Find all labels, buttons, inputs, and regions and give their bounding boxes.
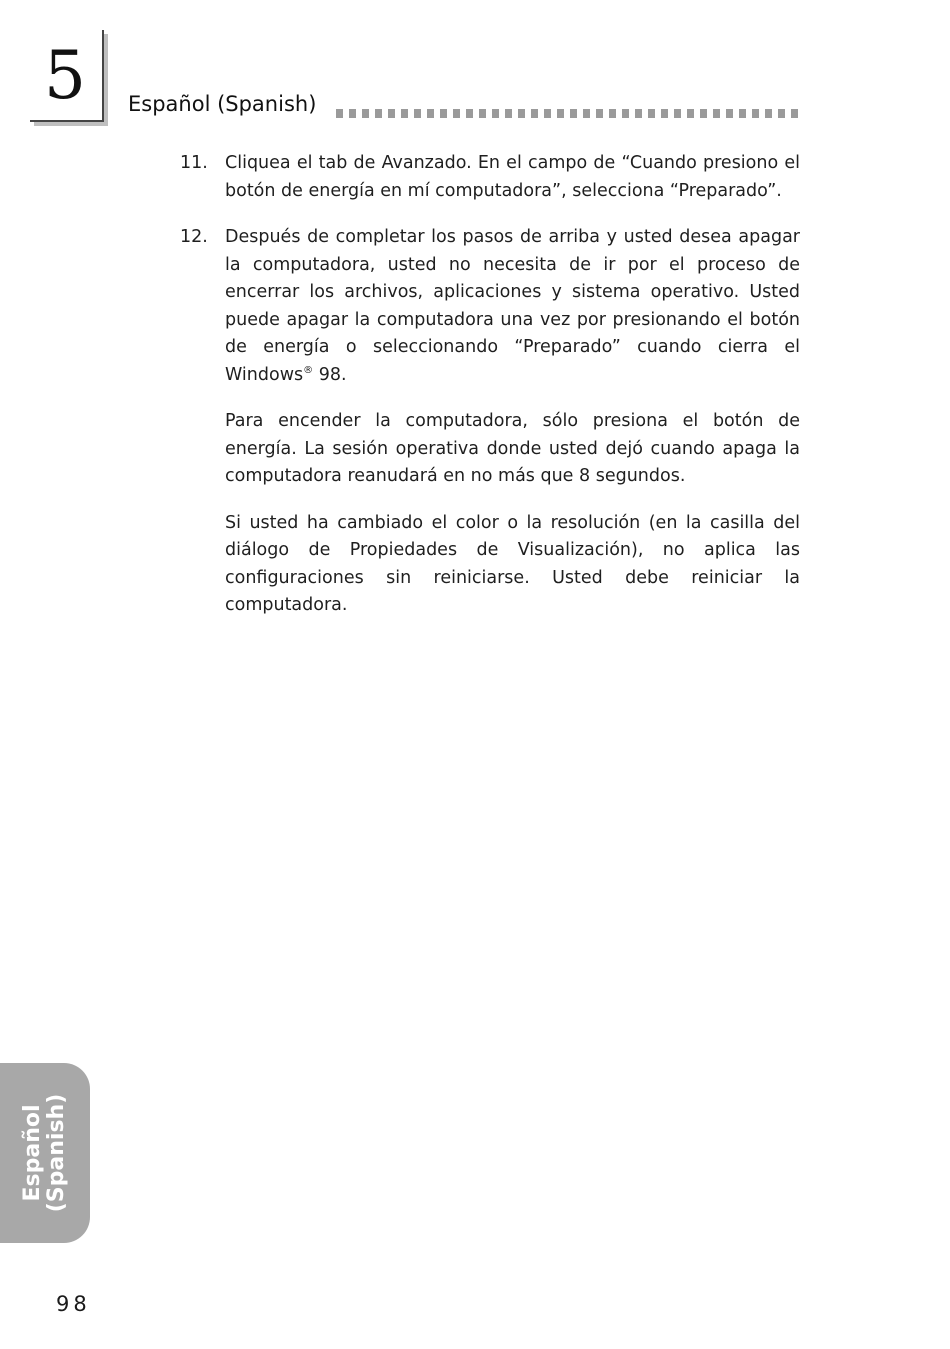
- side-tab-line-1: Español: [20, 1104, 45, 1202]
- list-item-text: Cliquea el tab de Avanzado. En el campo de “Cuando presiono el botón de energía en mí computadora”, selecciona “Preparado”.: [225, 153, 800, 201]
- list-item-text-main: Después de completar los pasos de arriba y usted desea apagar la computadora, usted no necesita de ir por el proceso de encerrar los archivos, aplicaciones y sistema operativo. Usted puede apagar la computadora una vez por presionando el botón de energía o seleccionando “Preparado” cuando cierra el Windows: [225, 227, 800, 385]
- side-language-tab: [0, 1063, 90, 1243]
- paragraph: Si usted ha cambiado el color o la resolución (en la casilla del diálogo de Propiedades de Visualización), no aplica las configuraciones sin reiniciarse. Usted debe reiniciar la computadora.: [225, 512, 800, 615]
- paragraph: Para encender la computadora, sólo presiona el botón de energía. La sesión operativa donde usted dejó cuando apaga la computadora reanudará en no más que 8 segundos.: [225, 411, 800, 486]
- chapter-number: 5: [44, 37, 86, 114]
- registered-mark: ®: [303, 364, 314, 376]
- list-item-number: 11.: [180, 153, 208, 173]
- side-tab-label: [21, 1094, 69, 1213]
- page-content: [180, 150, 800, 639]
- list-item: [180, 224, 800, 389]
- chapter-box: [30, 30, 104, 122]
- list-item-text: [225, 224, 800, 389]
- section-title: Español (Spanish): [128, 92, 317, 116]
- side-tab-line-2: (Spanish): [44, 1093, 69, 1213]
- list-item: [180, 150, 800, 205]
- list-item-text-end: 98.: [313, 364, 347, 385]
- page-number: 98: [56, 1292, 91, 1316]
- title-dotted-rule: [336, 109, 800, 118]
- list-item-number: 12.: [180, 227, 208, 247]
